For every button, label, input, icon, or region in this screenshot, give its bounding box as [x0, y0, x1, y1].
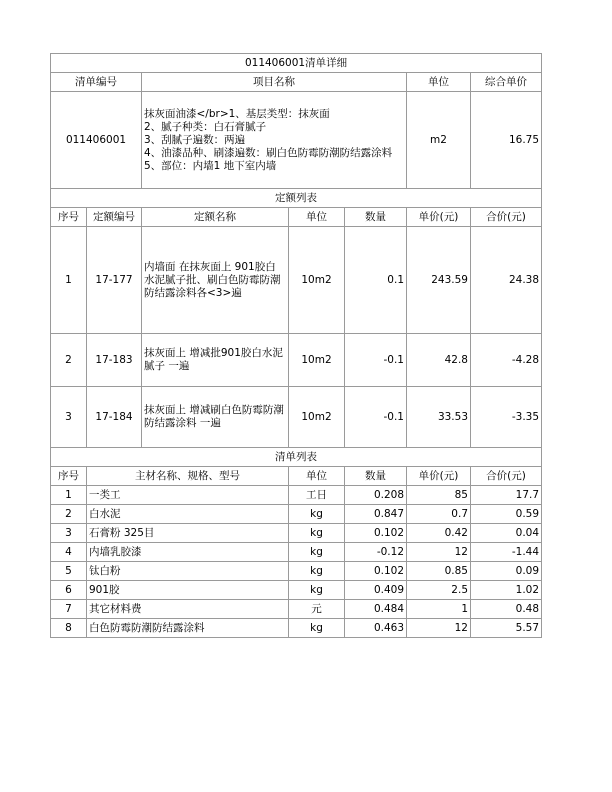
- bill-unit: m2: [407, 92, 471, 189]
- material-name: 白水泥: [87, 505, 289, 524]
- quota-total: 24.38: [471, 227, 542, 334]
- header-unit: 单位: [407, 73, 471, 92]
- material-total: 0.59: [471, 505, 542, 524]
- material-qty: 0.484: [345, 600, 407, 619]
- material-col-no: 序号: [51, 467, 87, 486]
- material-unit: kg: [289, 543, 345, 562]
- quota-col-no: 序号: [51, 208, 87, 227]
- material-name: 901胶: [87, 581, 289, 600]
- quota-price: 33.53: [407, 387, 471, 448]
- quota-code: 17-177: [87, 227, 142, 334]
- material-price: 0.42: [407, 524, 471, 543]
- material-qty: 0.102: [345, 524, 407, 543]
- bill-desc-line: 3、刮腻子遍数：两遍: [144, 133, 246, 146]
- material-unit: kg: [289, 562, 345, 581]
- quota-total: -3.35: [471, 387, 542, 448]
- material-price: 0.85: [407, 562, 471, 581]
- material-no: 6: [51, 581, 87, 600]
- material-qty: 0.102: [345, 562, 407, 581]
- material-row: [51, 505, 542, 524]
- material-qty: -0.12: [345, 543, 407, 562]
- material-unit: kg: [289, 581, 345, 600]
- material-col-price: 单价(元): [407, 467, 471, 486]
- material-price: 12: [407, 619, 471, 638]
- quota-row: [51, 334, 542, 387]
- quota-code: 17-183: [87, 334, 142, 387]
- quota-col-total: 合价(元): [471, 208, 542, 227]
- material-col-total: 合价(元): [471, 467, 542, 486]
- material-price: 1: [407, 600, 471, 619]
- quota-row: [51, 227, 542, 334]
- quota-no: 2: [51, 334, 87, 387]
- bill-desc-line: 4、油漆品种、刷漆遍数：刷白色防霉防潮防结露涂料: [144, 146, 393, 159]
- material-col-name: 主材名称、规格、型号: [87, 467, 289, 486]
- material-unit: kg: [289, 505, 345, 524]
- bill-desc-line: 抹灰面油漆</br>1、基层类型：抹灰面: [144, 107, 330, 120]
- material-name: 一类工: [87, 486, 289, 505]
- material-no: 4: [51, 543, 87, 562]
- quota-no: 3: [51, 387, 87, 448]
- header-bill-code: 清单编号: [51, 73, 142, 92]
- material-name: 内墙乳胶漆: [87, 543, 289, 562]
- material-price: 2.5: [407, 581, 471, 600]
- material-price: 85: [407, 486, 471, 505]
- material-section-title: 清单列表: [51, 448, 542, 467]
- quota-col-qty: 数量: [345, 208, 407, 227]
- quota-col-price: 单价(元): [407, 208, 471, 227]
- quota-name: 内墙面 在抹灰面上 901胶白水泥腻子批、刷白色防霉防潮防结露涂料各<3>遍: [142, 227, 289, 334]
- material-qty: 0.847: [345, 505, 407, 524]
- bill-unit-price: 16.75: [471, 92, 542, 189]
- material-total: 0.04: [471, 524, 542, 543]
- quota-col-code: 定额编号: [87, 208, 142, 227]
- bill-description: [142, 92, 407, 189]
- material-qty: 0.208: [345, 486, 407, 505]
- material-unit: kg: [289, 619, 345, 638]
- material-no: 2: [51, 505, 87, 524]
- material-no: 8: [51, 619, 87, 638]
- material-qty: 0.409: [345, 581, 407, 600]
- quota-qty: 0.1: [345, 227, 407, 334]
- material-total: 5.57: [471, 619, 542, 638]
- material-qty: 0.463: [345, 619, 407, 638]
- quota-name: 抹灰面上 增减刷白色防霉防潮防结露涂料 一遍: [142, 387, 289, 448]
- bill-code: 011406001: [51, 92, 142, 189]
- material-row: [51, 562, 542, 581]
- material-row: [51, 619, 542, 638]
- bill-detail-table: [50, 53, 542, 638]
- header-item-name: 项目名称: [142, 73, 407, 92]
- material-no: 5: [51, 562, 87, 581]
- material-name: 其它材料费: [87, 600, 289, 619]
- material-unit: 元: [289, 600, 345, 619]
- material-no: 3: [51, 524, 87, 543]
- material-name: 钛白粉: [87, 562, 289, 581]
- quota-unit: 10m2: [289, 227, 345, 334]
- table-title: 011406001清单详细: [51, 54, 542, 73]
- quota-col-unit: 单位: [289, 208, 345, 227]
- bill-desc-line: 2、腻子种类：白石膏腻子: [144, 120, 267, 133]
- material-total: 0.48: [471, 600, 542, 619]
- material-total: 1.02: [471, 581, 542, 600]
- quota-section-title: 定额列表: [51, 189, 542, 208]
- material-no: 7: [51, 600, 87, 619]
- quota-name: 抹灰面上 增减批901胶白水泥腻子 一遍: [142, 334, 289, 387]
- quota-price: 42.8: [407, 334, 471, 387]
- material-row: [51, 524, 542, 543]
- material-name: 白色防霉防潮防结露涂料: [87, 619, 289, 638]
- material-total: 17.7: [471, 486, 542, 505]
- material-name: 石膏粉 325目: [87, 524, 289, 543]
- quota-qty: -0.1: [345, 387, 407, 448]
- quota-col-name: 定额名称: [142, 208, 289, 227]
- quota-code: 17-184: [87, 387, 142, 448]
- quota-row: [51, 387, 542, 448]
- quota-no: 1: [51, 227, 87, 334]
- material-unit: kg: [289, 524, 345, 543]
- material-col-qty: 数量: [345, 467, 407, 486]
- quota-unit: 10m2: [289, 334, 345, 387]
- bill-row: [51, 92, 542, 189]
- header-unit-price: 综合单价: [471, 73, 542, 92]
- material-no: 1: [51, 486, 87, 505]
- material-col-unit: 单位: [289, 467, 345, 486]
- quota-price: 243.59: [407, 227, 471, 334]
- material-row: [51, 486, 542, 505]
- material-total: -1.44: [471, 543, 542, 562]
- material-unit: 工日: [289, 486, 345, 505]
- material-row: [51, 600, 542, 619]
- material-row: [51, 543, 542, 562]
- material-row: [51, 581, 542, 600]
- quota-unit: 10m2: [289, 387, 345, 448]
- material-price: 0.7: [407, 505, 471, 524]
- quota-qty: -0.1: [345, 334, 407, 387]
- quota-total: -4.28: [471, 334, 542, 387]
- material-total: 0.09: [471, 562, 542, 581]
- bill-desc-line: 5、部位：内墙1 地下室内墙: [144, 159, 277, 172]
- material-price: 12: [407, 543, 471, 562]
